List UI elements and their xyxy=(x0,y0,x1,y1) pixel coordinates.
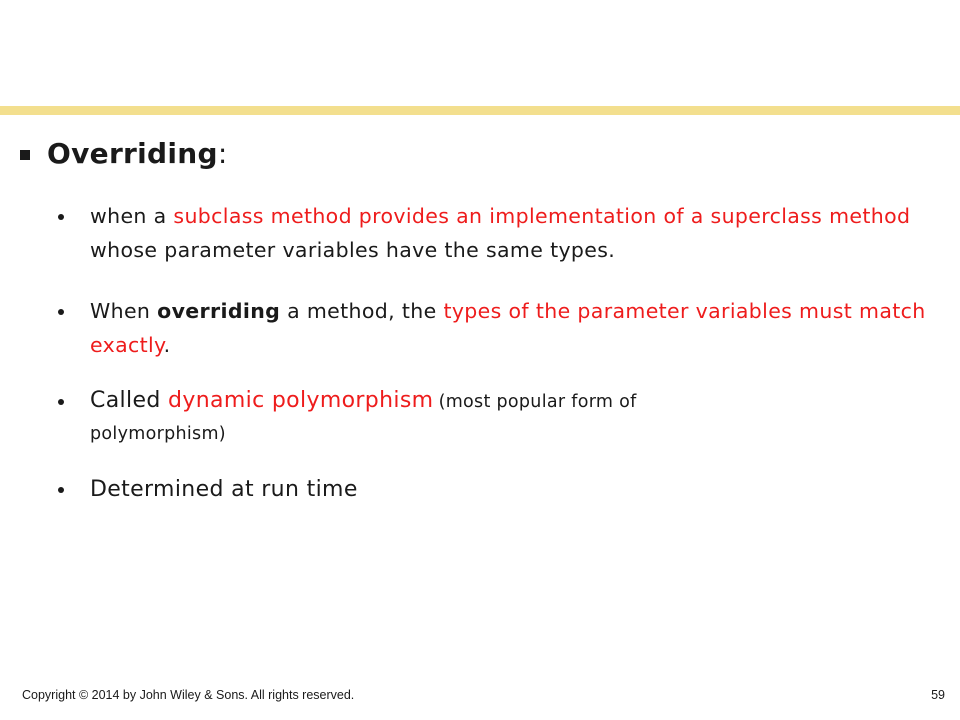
header-accent-rule xyxy=(0,106,960,115)
bullet-text-bold: overriding xyxy=(157,299,281,323)
slide-heading-row xyxy=(20,134,228,174)
bullet-item-definition xyxy=(58,200,938,267)
footer-copyright: Copyright © 2014 by John Wiley & Sons. All rights reserved. xyxy=(22,688,355,702)
bullet-item-dynamic-polymorphism xyxy=(58,385,938,450)
bullet-text-highlight: types of the parameter variables must match exactly xyxy=(90,299,926,357)
bullet-text-highlight: subclass method provides an implementation of a superclass method xyxy=(173,204,911,228)
page-number: 59 xyxy=(931,688,945,702)
slide-heading xyxy=(47,134,228,174)
bullet-text-normal: When xyxy=(90,299,158,323)
heading-term: Overriding xyxy=(47,137,218,170)
bullet-text-small: (most popular form of xyxy=(438,392,637,412)
bullet-dot-icon xyxy=(58,487,64,493)
bullet-item-rule xyxy=(58,295,938,362)
bullet-text-normal: when a xyxy=(90,204,174,228)
bullet-dot-icon xyxy=(58,399,64,405)
bullet-dot-icon xyxy=(58,309,64,315)
bullet-line xyxy=(90,385,938,418)
heading-colon: : xyxy=(217,137,228,170)
bullet-text-small: polymorphism) xyxy=(90,424,226,444)
bullet-text-normal: a method, the xyxy=(280,299,444,323)
bullet-line xyxy=(90,418,938,450)
bullet-dot-icon xyxy=(58,214,64,220)
bullet-text-normal: Determined at run time xyxy=(90,477,358,502)
bullet-item-run-time xyxy=(58,474,938,506)
bullet-text-normal: Called xyxy=(90,388,169,413)
bullet-text-highlight: dynamic polymorphism xyxy=(168,388,434,413)
bullet-text-normal: whose parameter variables have the same types. xyxy=(90,237,616,262)
square-bullet-icon xyxy=(20,150,30,160)
bullet-text-normal: . xyxy=(163,332,171,357)
bullet-list xyxy=(58,200,938,506)
